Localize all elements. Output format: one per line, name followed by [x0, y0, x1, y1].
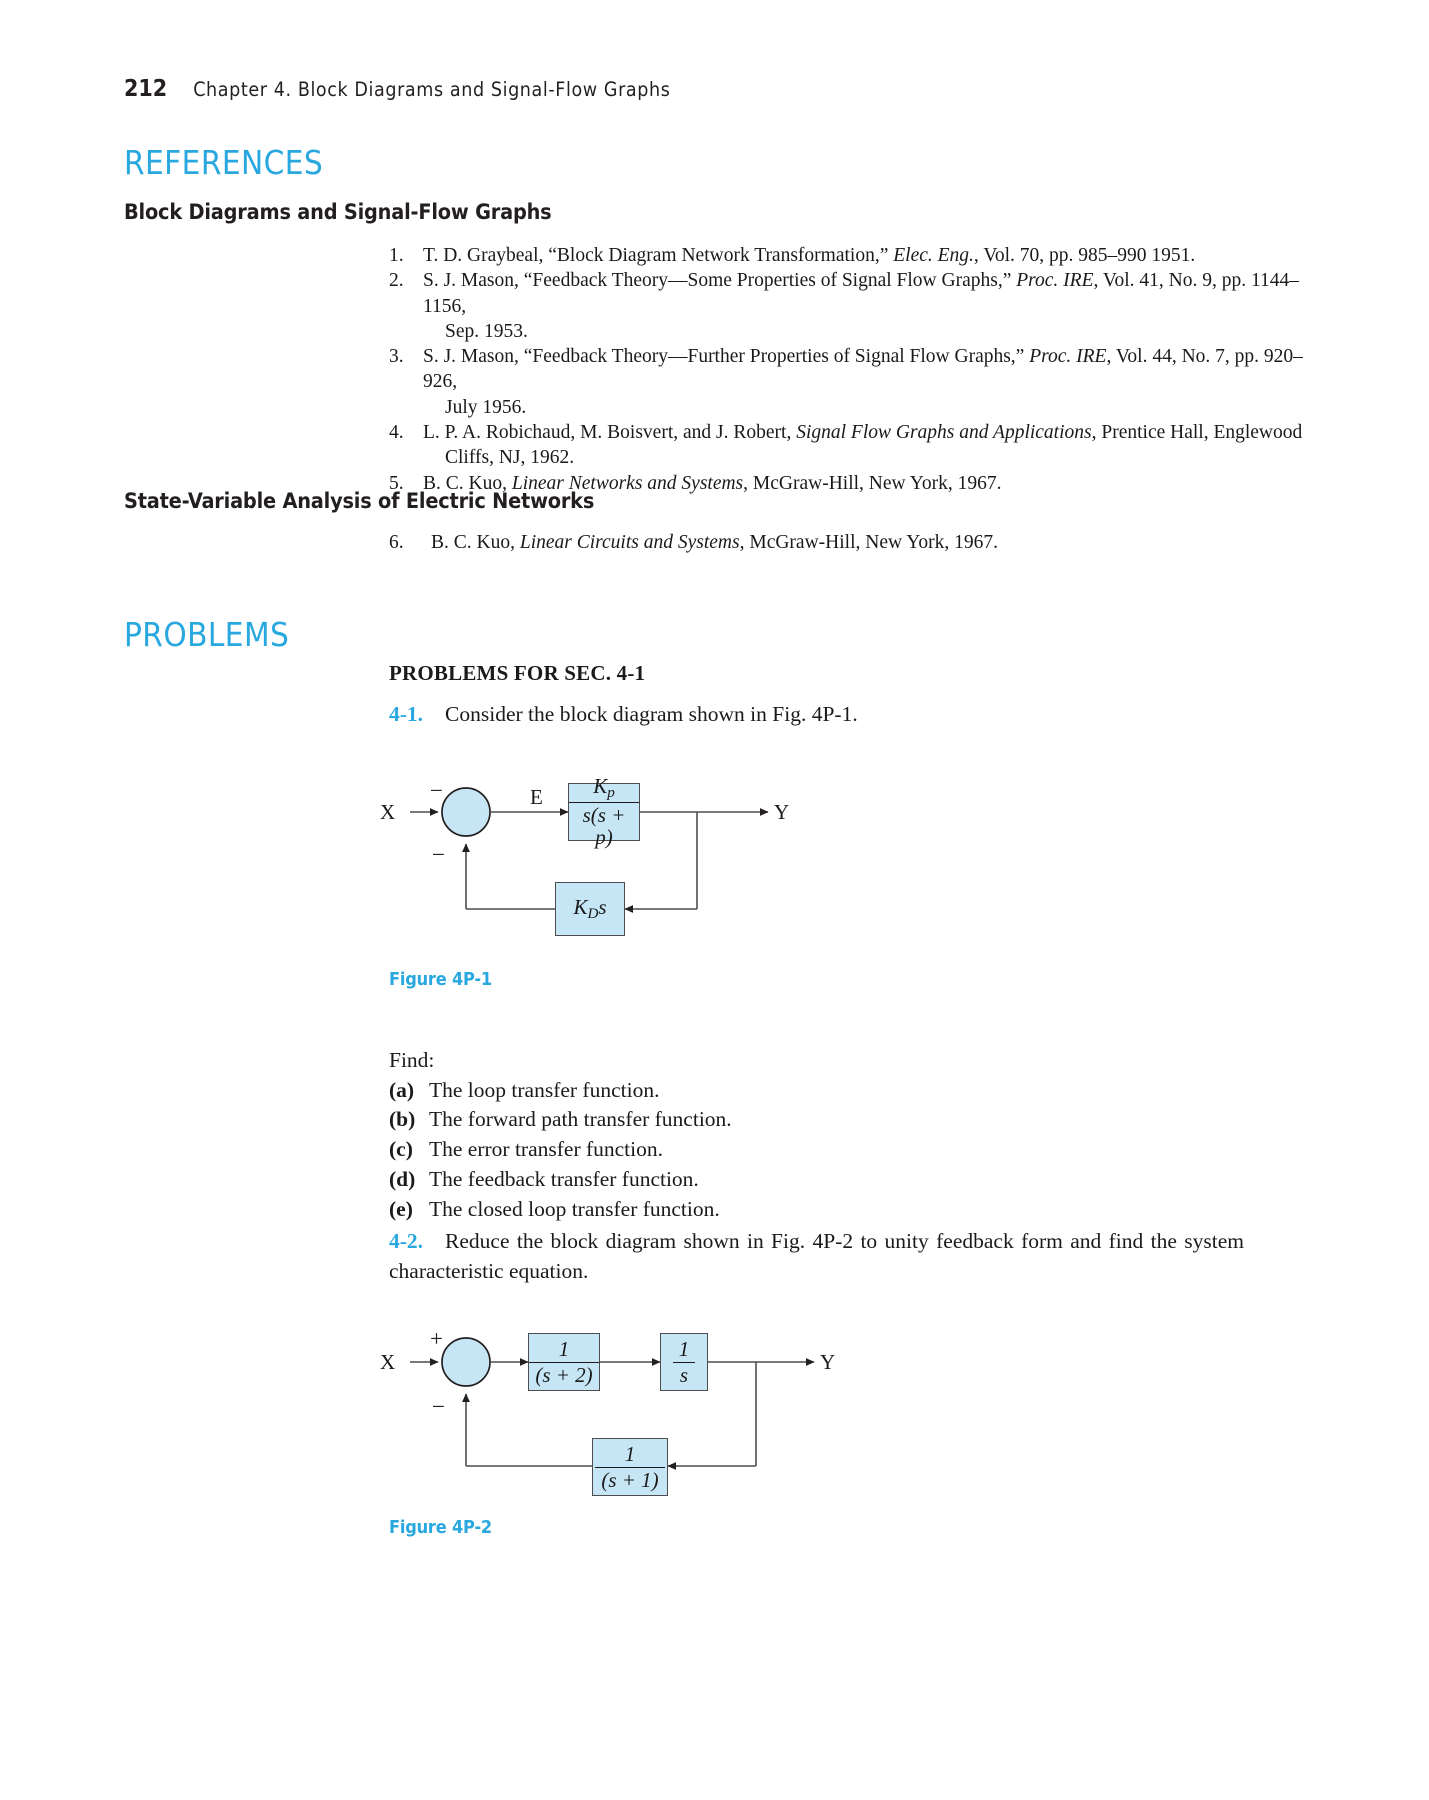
reference-title-italic: Elec. Eng. [893, 245, 974, 266]
reference-item [389, 344, 1314, 420]
reference-title-italic: Signal Flow Graphs and Applications [796, 422, 1092, 444]
reference-text [431, 530, 1314, 555]
reference-number: 6. [389, 532, 404, 553]
forward-block-denominator: s(s + p) [582, 803, 626, 850]
reference-text [423, 420, 1314, 471]
problems-section-title: PROBLEMS FOR SEC. 4-1 [389, 661, 646, 685]
figure-4p2-caption: Figure 4P-2 [389, 1517, 492, 1538]
problem-4-2-statement [389, 1226, 1244, 1286]
feedback-numerator: 1 [595, 1443, 664, 1467]
reference-text-part: , Vol. 41, No. 9, pp. 1144–1156, [423, 270, 1299, 317]
feedback-block-tail: s [598, 895, 607, 920]
feedback-block-base: K [573, 895, 588, 920]
block2-fraction [673, 1338, 696, 1386]
find-item-text: The loop transfer function. [429, 1077, 660, 1102]
figure-4p1-error-label: E [530, 785, 543, 809]
reference-item [389, 268, 1314, 344]
reference-item [389, 420, 1314, 471]
chapter-title: Chapter 4. Block Diagrams and Signal-Flow Graphs [193, 78, 671, 101]
block2-numerator: 1 [673, 1338, 696, 1362]
find-label: Find: [389, 1048, 435, 1072]
find-item-label: (e) [389, 1196, 413, 1221]
reference-text-part: , Vol. 70, pp. 985–990 1951. [973, 245, 1196, 266]
find-item [389, 1076, 732, 1106]
figure-4p2-output-label: Y [820, 1350, 836, 1374]
forward-block-num-base: K [593, 774, 608, 799]
feedback-block-label [573, 895, 606, 923]
find-item [389, 1195, 732, 1225]
reference-title-italic: Linear Circuits and Systems [519, 532, 740, 553]
find-item-text: The error transfer function. [429, 1137, 664, 1162]
figure-4p1-output-label: Y [774, 800, 790, 824]
figure-4p2-input-label: X [380, 1350, 396, 1374]
find-item-label: (d) [389, 1166, 416, 1191]
reference-text-part: , McGraw-Hill, New York, 1967. [743, 472, 1002, 494]
running-head [124, 76, 670, 102]
references-subhead-state-variable: State-Variable Analysis of Electric Networks [124, 489, 595, 514]
reference-list-block-diagrams [389, 243, 1314, 496]
block1-fraction [529, 1338, 598, 1386]
forward-block-fraction [569, 775, 639, 848]
find-label-row [389, 1046, 732, 1076]
problem-4-1-statement [389, 700, 1314, 729]
figure-4p1-input-label: X [380, 800, 396, 824]
reference-item [389, 530, 1314, 555]
feedback-denominator: (s + 1) [601, 1467, 659, 1492]
reference-item [389, 243, 1314, 268]
block-feedback-derivative [555, 882, 625, 936]
reference-list-state-variable [389, 530, 1314, 555]
find-item-label: (a) [389, 1077, 415, 1102]
reference-number: 2. [389, 270, 404, 292]
find-item-text: The forward path transfer function. [429, 1107, 732, 1132]
block2-denominator: s [679, 1362, 689, 1387]
problem-number-4-1: 4-1. [389, 702, 424, 726]
reference-text [423, 268, 1314, 344]
reference-text-part: , McGraw-Hill, New York, 1967. [739, 532, 998, 553]
reference-number: 1. [389, 245, 404, 266]
find-item [389, 1135, 732, 1165]
find-item-text: The closed loop transfer function. [429, 1196, 720, 1221]
block-1-over-s-plus-2 [528, 1333, 600, 1391]
feedback-block-sub: D [587, 905, 599, 922]
problem-4-2-text: Reduce the block diagram shown in Fig. 4P-2 to unity feedback form and find the system characteristic equation. [389, 1229, 1244, 1283]
reference-text-part: T. D. Graybeal, “Block Diagram Network Transformation,” [423, 245, 894, 266]
reference-number: 3. [389, 346, 404, 368]
references-heading: REFERENCES [124, 143, 324, 182]
block-feedback-1-over-s-plus-1 [592, 1438, 668, 1496]
reference-continuation: Sep. 1953. [445, 320, 528, 342]
block-forward-transfer-function [568, 774, 640, 850]
reference-text-part: S. J. Mason, “Feedback Theory—Some Properties of Signal Flow Graphs,” [423, 270, 1017, 292]
problems-heading: PROBLEMS [124, 615, 290, 654]
summing-sign-bottom-4p2: − [432, 1394, 445, 1419]
problem-4-1-text: Consider the block diagram shown in Fig. 4P-1. [445, 702, 858, 726]
figure-4p1 [380, 760, 850, 950]
feedback-fraction [595, 1443, 664, 1491]
reference-text-part: S. J. Mason, “Feedback Theory—Further Properties of Signal Flow Graphs,” [423, 346, 1030, 368]
find-item [389, 1165, 732, 1195]
find-item-label: (b) [389, 1107, 416, 1132]
forward-block-numerator [569, 775, 639, 803]
summing-sign-top: − [430, 778, 443, 803]
reference-title-italic: Proc. IRE [1029, 346, 1107, 368]
reference-title-italic: Proc. IRE [1016, 270, 1094, 292]
forward-block-num-sub: p [607, 785, 615, 802]
page-number: 212 [124, 76, 168, 102]
reference-number: 4. [389, 422, 404, 444]
block1-denominator: (s + 2) [535, 1362, 593, 1387]
find-item [389, 1105, 732, 1135]
reference-text-part: B. C. Kuo, [423, 472, 512, 494]
reference-continuation: Cliffs, NJ, 1962. [445, 447, 575, 469]
reference-text [423, 344, 1314, 420]
problem-number-4-2: 4-2. [389, 1229, 424, 1253]
references-subhead-block-diagrams: Block Diagrams and Signal-Flow Graphs [124, 200, 552, 225]
figure-4p1-caption: Figure 4P-1 [389, 969, 492, 990]
find-item-label: (c) [389, 1137, 413, 1162]
find-list [389, 1046, 732, 1224]
summing-sign-bottom: − [432, 842, 445, 867]
figure-4p2 [380, 1310, 850, 1510]
summing-sign-top-4p2: + [430, 1326, 443, 1351]
reference-text [423, 243, 1314, 268]
reference-text-part: B. C. Kuo, [431, 532, 520, 553]
reference-continuation: July 1956. [445, 396, 527, 418]
reference-number: 5. [389, 472, 404, 494]
reference-text-part: , Vol. 44, No. 7, pp. 920–926, [423, 346, 1303, 393]
reference-text-part: , Prentice Hall, Englewood [1091, 422, 1303, 444]
find-item-text: The feedback transfer function. [429, 1166, 699, 1191]
reference-text-part: L. P. A. Robichaud, M. Boisvert, and J. Robert, [423, 422, 797, 444]
block1-numerator: 1 [529, 1338, 598, 1362]
reference-title-italic: Linear Networks and Systems [511, 472, 744, 494]
block-1-over-s [660, 1333, 708, 1391]
